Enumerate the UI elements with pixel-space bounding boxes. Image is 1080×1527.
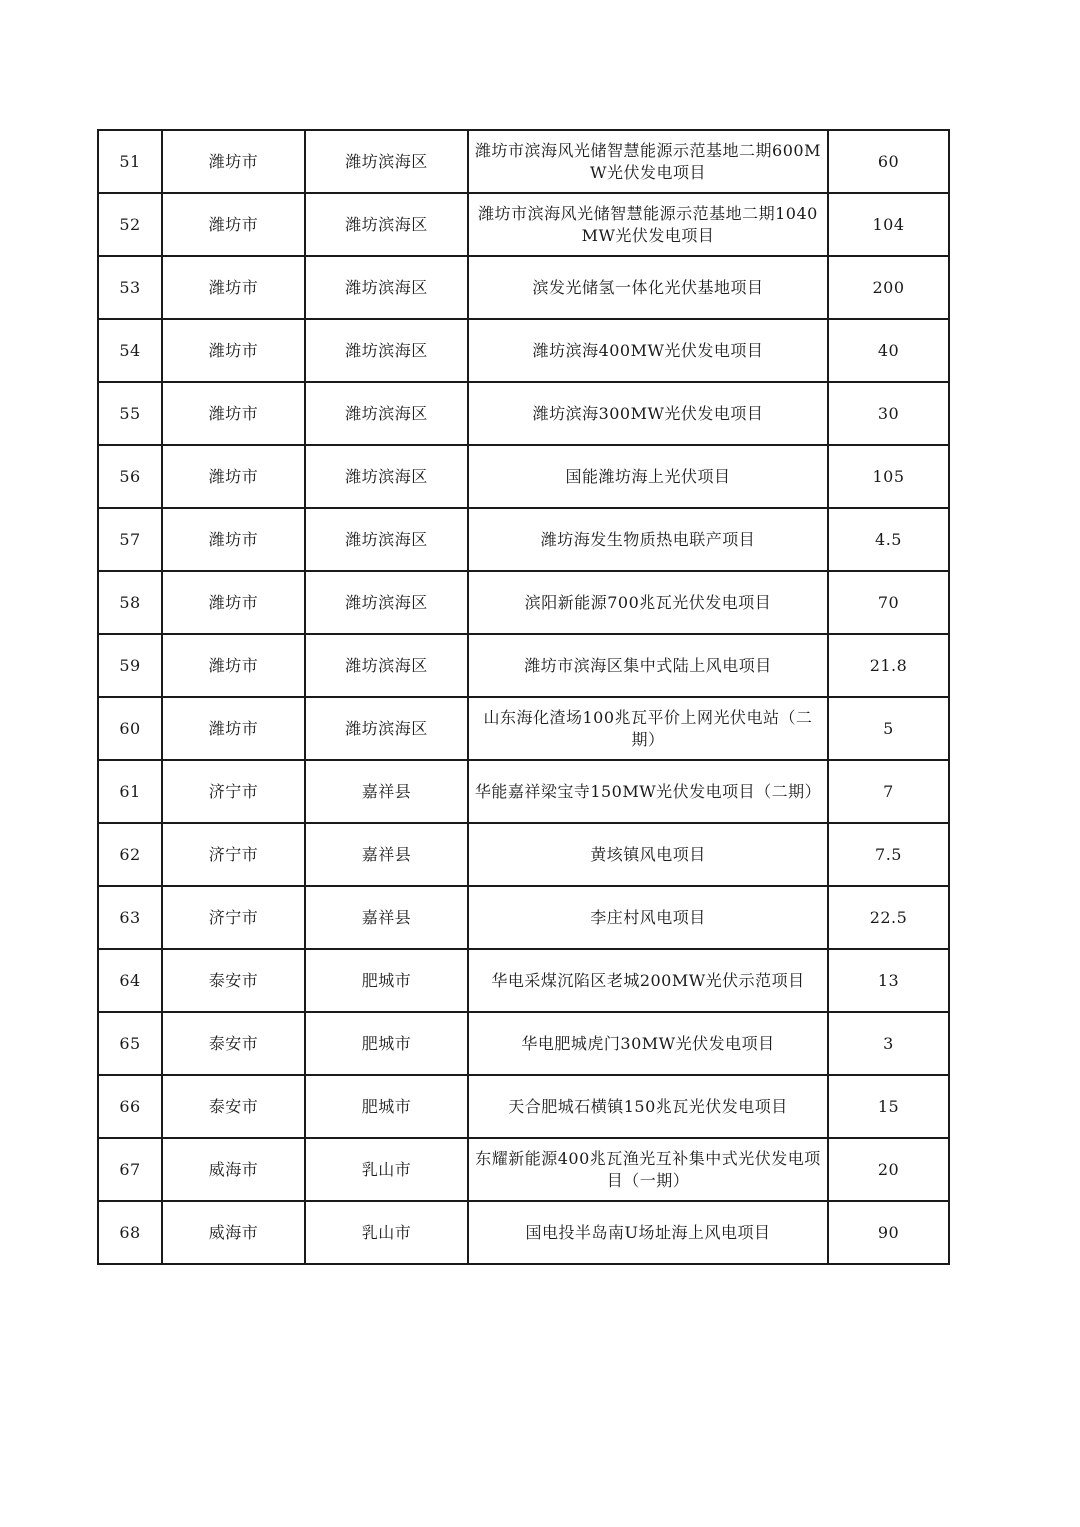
district-cell: 潍坊滨海区 xyxy=(305,445,468,508)
city-cell: 济宁市 xyxy=(162,886,305,949)
project-name-cell: 李庄村风电项目 xyxy=(468,886,828,949)
capacity-cell: 200 xyxy=(828,256,949,319)
table-row xyxy=(98,823,949,886)
city-cell: 潍坊市 xyxy=(162,130,305,193)
city-cell: 威海市 xyxy=(162,1201,305,1264)
district-cell: 乳山市 xyxy=(305,1138,468,1201)
row-number: 59 xyxy=(98,634,162,697)
table-row xyxy=(98,256,949,319)
city-cell: 济宁市 xyxy=(162,760,305,823)
district-cell: 潍坊滨海区 xyxy=(305,193,468,256)
project-name-cell: 滨阳新能源700兆瓦光伏发电项目 xyxy=(468,571,828,634)
row-number: 53 xyxy=(98,256,162,319)
row-number: 51 xyxy=(98,130,162,193)
project-name-cell: 潍坊市滨海区集中式陆上风电项目 xyxy=(468,634,828,697)
city-cell: 潍坊市 xyxy=(162,382,305,445)
project-name-cell: 潍坊市滨海风光储智慧能源示范基地二期1040MW光伏发电项目 xyxy=(468,193,828,256)
district-cell: 潍坊滨海区 xyxy=(305,508,468,571)
district-cell: 潍坊滨海区 xyxy=(305,571,468,634)
city-cell: 潍坊市 xyxy=(162,445,305,508)
city-cell: 潍坊市 xyxy=(162,571,305,634)
city-cell: 潍坊市 xyxy=(162,193,305,256)
table-row xyxy=(98,949,949,1012)
city-cell: 潍坊市 xyxy=(162,508,305,571)
city-cell: 济宁市 xyxy=(162,823,305,886)
row-number: 67 xyxy=(98,1138,162,1201)
capacity-cell: 22.5 xyxy=(828,886,949,949)
project-name-cell: 潍坊市滨海风光储智慧能源示范基地二期600MW光伏发电项目 xyxy=(468,130,828,193)
district-cell: 肥城市 xyxy=(305,1075,468,1138)
row-number: 64 xyxy=(98,949,162,1012)
project-name-cell: 华电肥城虎门30MW光伏发电项目 xyxy=(468,1012,828,1075)
project-name-cell: 潍坊海发生物质热电联产项目 xyxy=(468,508,828,571)
row-number: 56 xyxy=(98,445,162,508)
table-row xyxy=(98,634,949,697)
row-number: 65 xyxy=(98,1012,162,1075)
project-name-cell: 国电投半岛南U场址海上风电项目 xyxy=(468,1201,828,1264)
city-cell: 威海市 xyxy=(162,1138,305,1201)
table-row xyxy=(98,1138,949,1201)
row-number: 54 xyxy=(98,319,162,382)
row-number: 60 xyxy=(98,697,162,760)
city-cell: 潍坊市 xyxy=(162,256,305,319)
district-cell: 嘉祥县 xyxy=(305,823,468,886)
capacity-cell: 3 xyxy=(828,1012,949,1075)
project-name-cell: 华电采煤沉陷区老城200MW光伏示范项目 xyxy=(468,949,828,1012)
row-number: 57 xyxy=(98,508,162,571)
table-row xyxy=(98,193,949,256)
city-cell: 泰安市 xyxy=(162,949,305,1012)
capacity-cell: 104 xyxy=(828,193,949,256)
city-cell: 泰安市 xyxy=(162,1075,305,1138)
project-name-cell: 华能嘉祥梁宝寺150MW光伏发电项目（二期） xyxy=(468,760,828,823)
table-row xyxy=(98,130,949,193)
table-row xyxy=(98,760,949,823)
table-row xyxy=(98,445,949,508)
table-row xyxy=(98,1075,949,1138)
project-name-cell: 东耀新能源400兆瓦渔光互补集中式光伏发电项目（一期） xyxy=(468,1138,828,1201)
district-cell: 肥城市 xyxy=(305,949,468,1012)
row-number: 63 xyxy=(98,886,162,949)
project-table xyxy=(97,129,950,1265)
district-cell: 潍坊滨海区 xyxy=(305,319,468,382)
district-cell: 潍坊滨海区 xyxy=(305,697,468,760)
city-cell: 潍坊市 xyxy=(162,319,305,382)
project-table-body xyxy=(98,130,949,1264)
capacity-cell: 21.8 xyxy=(828,634,949,697)
capacity-cell: 70 xyxy=(828,571,949,634)
district-cell: 肥城市 xyxy=(305,1012,468,1075)
district-cell: 潍坊滨海区 xyxy=(305,256,468,319)
capacity-cell: 4.5 xyxy=(828,508,949,571)
district-cell: 嘉祥县 xyxy=(305,760,468,823)
row-number: 58 xyxy=(98,571,162,634)
project-name-cell: 潍坊滨海300MW光伏发电项目 xyxy=(468,382,828,445)
row-number: 62 xyxy=(98,823,162,886)
row-number: 52 xyxy=(98,193,162,256)
capacity-cell: 60 xyxy=(828,130,949,193)
district-cell: 潍坊滨海区 xyxy=(305,130,468,193)
row-number: 55 xyxy=(98,382,162,445)
row-number: 68 xyxy=(98,1201,162,1264)
city-cell: 潍坊市 xyxy=(162,634,305,697)
project-name-cell: 潍坊滨海400MW光伏发电项目 xyxy=(468,319,828,382)
city-cell: 泰安市 xyxy=(162,1012,305,1075)
project-name-cell: 黄垓镇风电项目 xyxy=(468,823,828,886)
table-row xyxy=(98,1012,949,1075)
table-row xyxy=(98,571,949,634)
capacity-cell: 7.5 xyxy=(828,823,949,886)
project-name-cell: 山东海化渣场100兆瓦平价上网光伏电站（二期） xyxy=(468,697,828,760)
capacity-cell: 5 xyxy=(828,697,949,760)
capacity-cell: 40 xyxy=(828,319,949,382)
district-cell: 乳山市 xyxy=(305,1201,468,1264)
city-cell: 潍坊市 xyxy=(162,697,305,760)
table-row xyxy=(98,697,949,760)
capacity-cell: 30 xyxy=(828,382,949,445)
project-name-cell: 天合肥城石横镇150兆瓦光伏发电项目 xyxy=(468,1075,828,1138)
table-row xyxy=(98,886,949,949)
capacity-cell: 20 xyxy=(828,1138,949,1201)
capacity-cell: 13 xyxy=(828,949,949,1012)
row-number: 61 xyxy=(98,760,162,823)
table-row xyxy=(98,319,949,382)
capacity-cell: 7 xyxy=(828,760,949,823)
capacity-cell: 105 xyxy=(828,445,949,508)
capacity-cell: 15 xyxy=(828,1075,949,1138)
project-name-cell: 国能潍坊海上光伏项目 xyxy=(468,445,828,508)
project-name-cell: 滨发光储氢一体化光伏基地项目 xyxy=(468,256,828,319)
district-cell: 潍坊滨海区 xyxy=(305,634,468,697)
capacity-cell: 90 xyxy=(828,1201,949,1264)
table-row xyxy=(98,1201,949,1264)
table-row xyxy=(98,382,949,445)
district-cell: 嘉祥县 xyxy=(305,886,468,949)
district-cell: 潍坊滨海区 xyxy=(305,382,468,445)
table-row xyxy=(98,508,949,571)
row-number: 66 xyxy=(98,1075,162,1138)
